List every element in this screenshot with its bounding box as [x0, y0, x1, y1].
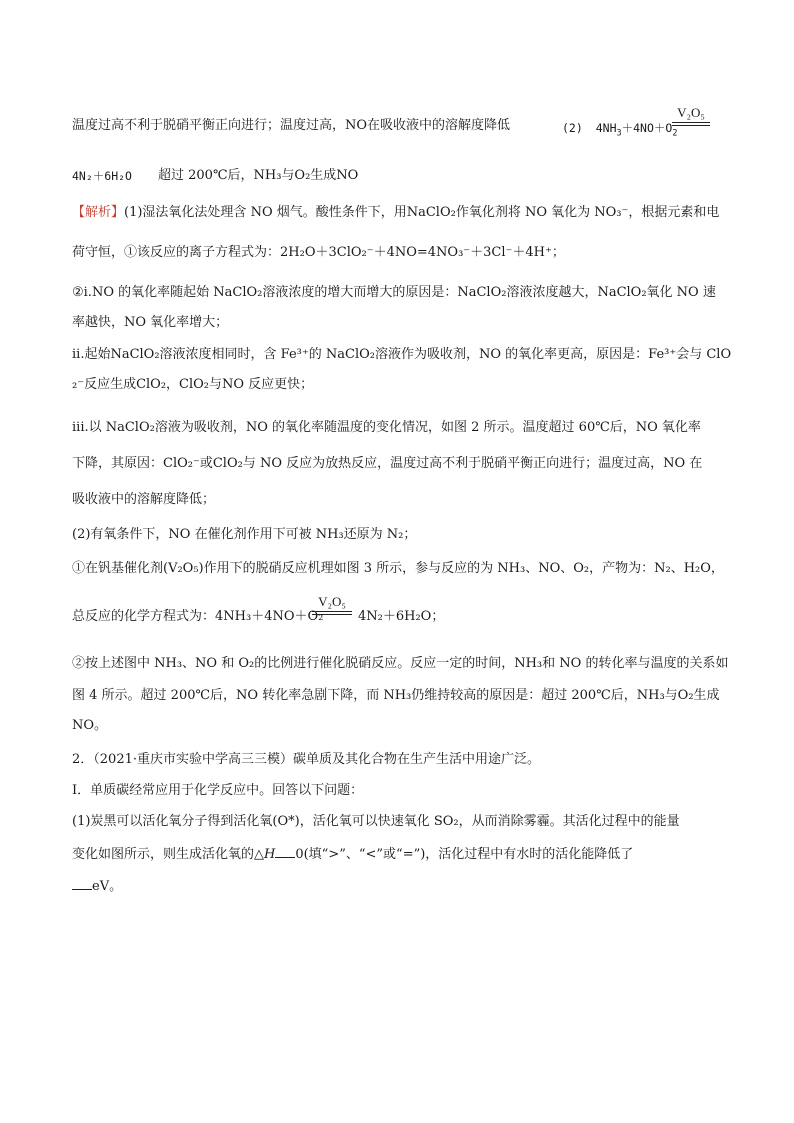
eq-products: 4N₂＋6H₂O [72, 169, 132, 183]
question-2-q1a [72, 812, 680, 832]
catalyst-label-1: V₂O₅ [677, 105, 705, 120]
analysis-eq-reactants: 总反应的化学方程式为：4NH₃＋4NO＋O₂ [72, 609, 324, 624]
question-2-q1b-text: 0(填“>”、“<”或“=”)，活化过程中有水时的活化能降低了 [295, 847, 634, 862]
analysis-p6b [72, 607, 323, 627]
answer-note-text: 超过 200℃后，NH₃与O₂生成NO [158, 168, 359, 183]
analysis-p2a [72, 283, 716, 303]
analysis-text-3a: ii.起始NaClO₂溶液浓度相同时，含 Fe³⁺的 NaClO₂溶液作为吸收剂，NO 的氧化率更高，原因是：Fe³⁺会与 ClO [72, 347, 732, 362]
question-2-header-text: 2．（2021·重庆市实验中学高三三模）碳单质及其化合物在生产生活中用途广泛。 [72, 752, 540, 767]
question-2-part1-text: I．单质碳经常应用于化学反应中。回答以下问题： [72, 783, 364, 798]
question-2-q1b [72, 845, 633, 865]
catalyst-label-2: V₂O₅ [318, 594, 346, 609]
analysis-text-7b: 图 4 所示。超过 200℃后，NO 转化率急剧下降，而 NH₃仍维持较高的原因是：超过 200℃后，NH₃与O₂生成 [72, 688, 720, 703]
analysis-text-3b: ₂⁻反应生成ClO₂，ClO₂与NO 反应更快； [72, 377, 314, 392]
analysis-tag: 【解析】 [72, 205, 125, 220]
question-2-q1a-text: (1)炭黑可以活化氧分子得到活化氧(O*)，活化氧可以快速氧化 SO₂，从而消除雾霾。其活化过程中的能量 [72, 814, 680, 829]
question-2-q1c [72, 877, 122, 897]
analysis-p7a [72, 654, 728, 674]
part2-label: (2) [562, 121, 583, 135]
question-2-q1c-text: eV。 [92, 879, 123, 894]
analysis-p6a [72, 559, 724, 579]
question-2-header [72, 750, 540, 770]
analysis-text-7c: NO。 [72, 718, 108, 733]
analysis-p4b [72, 454, 702, 474]
analysis-eq-products: 4N₂＋6H₂O； [358, 609, 445, 624]
analysis-p2b [72, 313, 228, 333]
eq-reactant-nh3: 4NH [595, 121, 617, 135]
answer-text-1: 温度过高不利于脱硝平衡正向进行；温度过高，NO在吸收液中的溶解度降低 [72, 118, 511, 133]
analysis-p4c [72, 490, 215, 510]
analysis-p3a [72, 345, 731, 365]
analysis-text-7a: ②按上述图中 NH₃、NO 和 O₂的比例进行催化脱硝反应。反应一定的时间，NH₃和 NO 的转化率与温度的关系如 [72, 656, 729, 671]
analysis-text-5: (2)有氧条件下，NO 在催化剂作用下可被 NH₃还原为 N₂； [72, 527, 417, 542]
analysis-text-1a: (1)湿法氧化法处理含 NO 烟气。酸性条件下，用NaClO₂作氧化剂将 NO 氧化为 NO₃⁻，根据元素和电 [124, 205, 720, 220]
catalyst-arrow-2 [312, 591, 352, 615]
analysis-p5 [72, 525, 416, 545]
catalyst-arrow-1 [672, 102, 710, 126]
eq-reactant-rest: ＋4NO＋O [621, 121, 673, 135]
analysis-p1a [72, 203, 719, 223]
analysis-text-6a: ①在钒基催化剂(V₂O₅)作用下的脱硝反应机理如图 3 所示，参与反应的为 NH₃、NO、O₂，产物为：N₂、H₂O， [72, 561, 724, 576]
analysis-p6b-products [358, 607, 444, 627]
analysis-p4a [72, 418, 701, 438]
answer-blank-1[interactable] [275, 845, 295, 858]
analysis-text-1b: 荷守恒，①该反应的离子方程式为：2H₂O＋3ClO₂⁻＋4NO=4NO₃⁻＋3Cl⁻＋4H⁺； [72, 245, 565, 260]
analysis-p7c [72, 716, 107, 736]
equation-2: (2) $4NH_3+4NO+O_2$ [562, 121, 678, 139]
analysis-p3b [72, 375, 313, 395]
analysis-p1b [72, 243, 565, 263]
answer-blank-2[interactable] [72, 877, 92, 890]
answer-note [158, 166, 358, 186]
analysis-text-4a: iii.以 NaClO₂溶液为吸收剂，NO 的氧化率随温度的变化情况，如图 2 所示。温度超过 60℃后，NO 氧化率 [72, 420, 701, 435]
answer-line-1 [72, 116, 510, 136]
enthalpy-symbol: H [264, 847, 276, 862]
analysis-text-2b: 率越快，NO 氧化率增大； [72, 315, 229, 330]
analysis-p7b [72, 686, 720, 706]
question-2-part1 [72, 781, 363, 801]
analysis-text-4c: 吸收液中的溶解度降低； [72, 492, 216, 507]
question-2-q1b-prefix: 变化如图所示，则生成活化氧的△ [72, 847, 264, 862]
analysis-text-4b: 下降，其原因：ClO₂⁻或ClO₂与 NO 反应为放热反应，温度过高不利于脱硝平衡正向进行；温度过高，NO 在 [72, 456, 703, 471]
answer-line-2 [72, 166, 132, 186]
analysis-text-2a: ②i.NO 的氧化率随起始 NaClO₂溶液浓度的增大而增大的原因是：NaClO₂溶液浓度越大，NaClO₂氧化 NO 速 [72, 285, 716, 300]
